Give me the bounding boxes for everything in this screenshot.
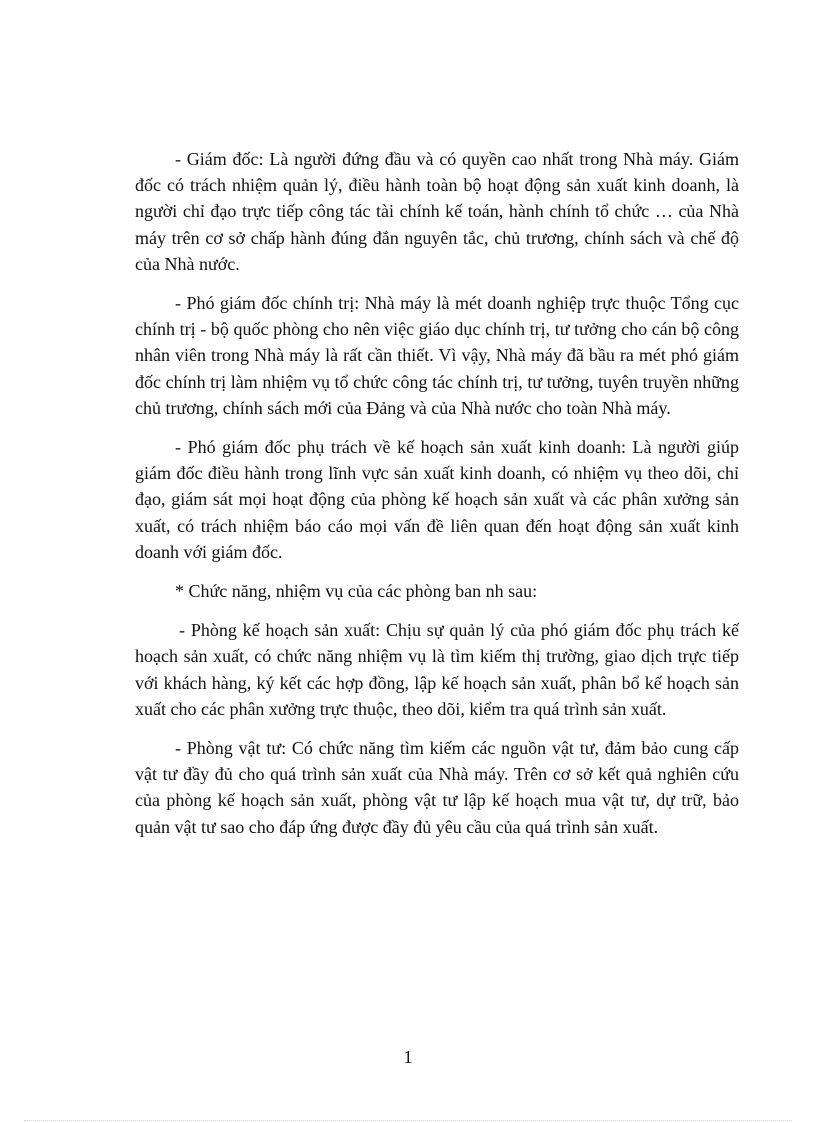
paragraph-phong-vat-tu: - Phòng vật tư: Có chức năng tìm kiếm các nguồn vật tư, đảm bảo cung cấp vật tư đầy đủ cho quá trình sản xuất của Nhà máy. Trên cơ sở kết quả nghiên cứu của phòng kế hoạch sản xuất, phòng vật tư lập kế hoạch mua vật tư, dự trữ, bảo quản vật tư sao cho đáp ứng được đầy đủ yêu cầu của quá trình sản xuất. <box>135 738 739 837</box>
paragraph-giam-doc: - Giám đốc: Là người đứng đầu và có quyền cao nhất trong Nhà máy. Giám đốc có trách nhiệm quản lý, điều hành toàn bộ hoạt động sản xuất kinh doanh, là người chỉ đạo trực tiếp công tác tài chính kế toán, hành chính tổ chức … của Nhà máy trên cơ sở chấp hành đúng đắn nguyên tắc, chủ trương, chính sách và chế độ của Nhà nước. <box>135 149 739 274</box>
page-number: 1 <box>403 1047 413 1067</box>
paragraph-pho-giam-doc-ke-hoach: - Phó giám đốc phụ trách về kế hoạch sản xuất kinh doanh: Là người giúp giám đốc điều hành trong lĩnh vực sản xuất kinh doanh, có nhiệm vụ theo dõi, chỉ đạo, giám sát mọi hoạt động của phòng kế hoạch sản xuất và các phân xưởng sản xuất, có trách nhiệm báo cáo mọi vấn đề liên quan đến hoạt động sản xuất kinh doanh với giám đốc. <box>135 437 739 562</box>
document-body <box>135 146 739 853</box>
page-bottom-divider <box>24 1120 792 1121</box>
paragraph-pho-giam-doc-chinh-tri: - Phó giám đốc chính trị: Nhà máy là mét doanh nghiệp trực thuộc Tổng cục chính trị - bộ quốc phòng cho nên việc giáo dục chính trị, tư tưởng cho cán bộ công nhân viên trong Nhà máy là rất cần thiết. Vì vậy, Nhà máy đã bầu ra mét phó giám đốc chính trị làm nhiệm vụ tổ chức công tác chính trị, tư tưởng, tuyên truyền những chủ trương, chính sách mới của Đảng và của Nhà nước cho toàn Nhà máy. <box>135 293 739 418</box>
paragraph-phong-ke-hoach: - Phòng kế hoạch sản xuất: Chịu sự quản lý của phó giám đốc phụ trách kế hoạch sản xuất, có chức năng nhiệm vụ là tìm kiếm thị trường, giao dịch trực tiếp với khách hàng, ký kết các hợp đồng, lập kế hoạch sản xuất, phân bổ kế hoạch sản xuất cho các phân xưởng trực thuộc, theo dõi, kiểm tra quá trình sản xuất. <box>135 620 739 719</box>
section-heading-chuc-nang: * Chức năng, nhiệm vụ của các phòng ban nh sau: <box>175 581 538 602</box>
